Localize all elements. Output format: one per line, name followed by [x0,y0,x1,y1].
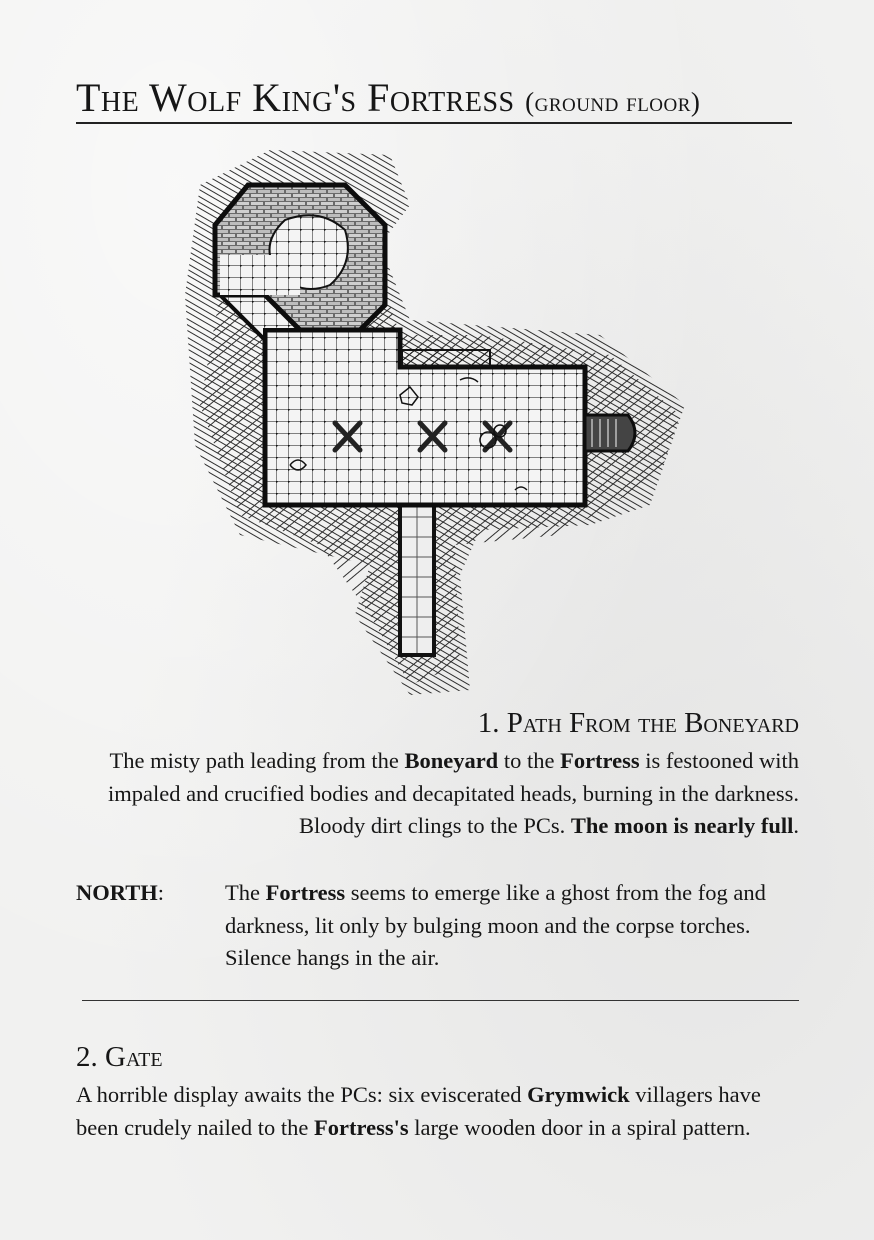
fortress-term: Fortress [265,880,346,905]
north-description: The Fortress seems to emerge like a ghost from the fog and darkness, lit only by bulging moon and the corpse torches. Silence hangs in the air. [225,880,766,970]
section-1-title: 1. Path From the Boneyard [477,707,799,739]
page-title-suffix: (ground floor) [525,87,701,117]
section-divider [82,1000,799,1001]
page-title-main: The Wolf King's Fortress [76,75,515,120]
grymwick-term: Grymwick [527,1082,630,1107]
section-2-title: 2. Gate [76,1041,163,1073]
page-title [76,74,792,126]
fortress-term: Fortress [560,748,640,773]
fortress-map [180,145,700,705]
section-1-body: The misty path leading from the Boneyard to the Fortress is festooned with impaled and crucified bodies and decapitated heads, burning in the darkness. Bloody dirt clings to the PCs. The moon is nearly full. [107,748,799,838]
title-rule [76,122,792,124]
boneyard-term: Boneyard [404,748,499,773]
north-label: NORTH: [76,880,164,905]
moon-note: The moon is nearly full [570,813,794,838]
fortress-term: Fortress's [314,1114,409,1140]
section-2-body: A horrible display awaits the PCs: six eviscerated Grymwick villagers have been crudely nailed to the Fortress's large wooden door in a spiral pattern. [76,1082,761,1140]
